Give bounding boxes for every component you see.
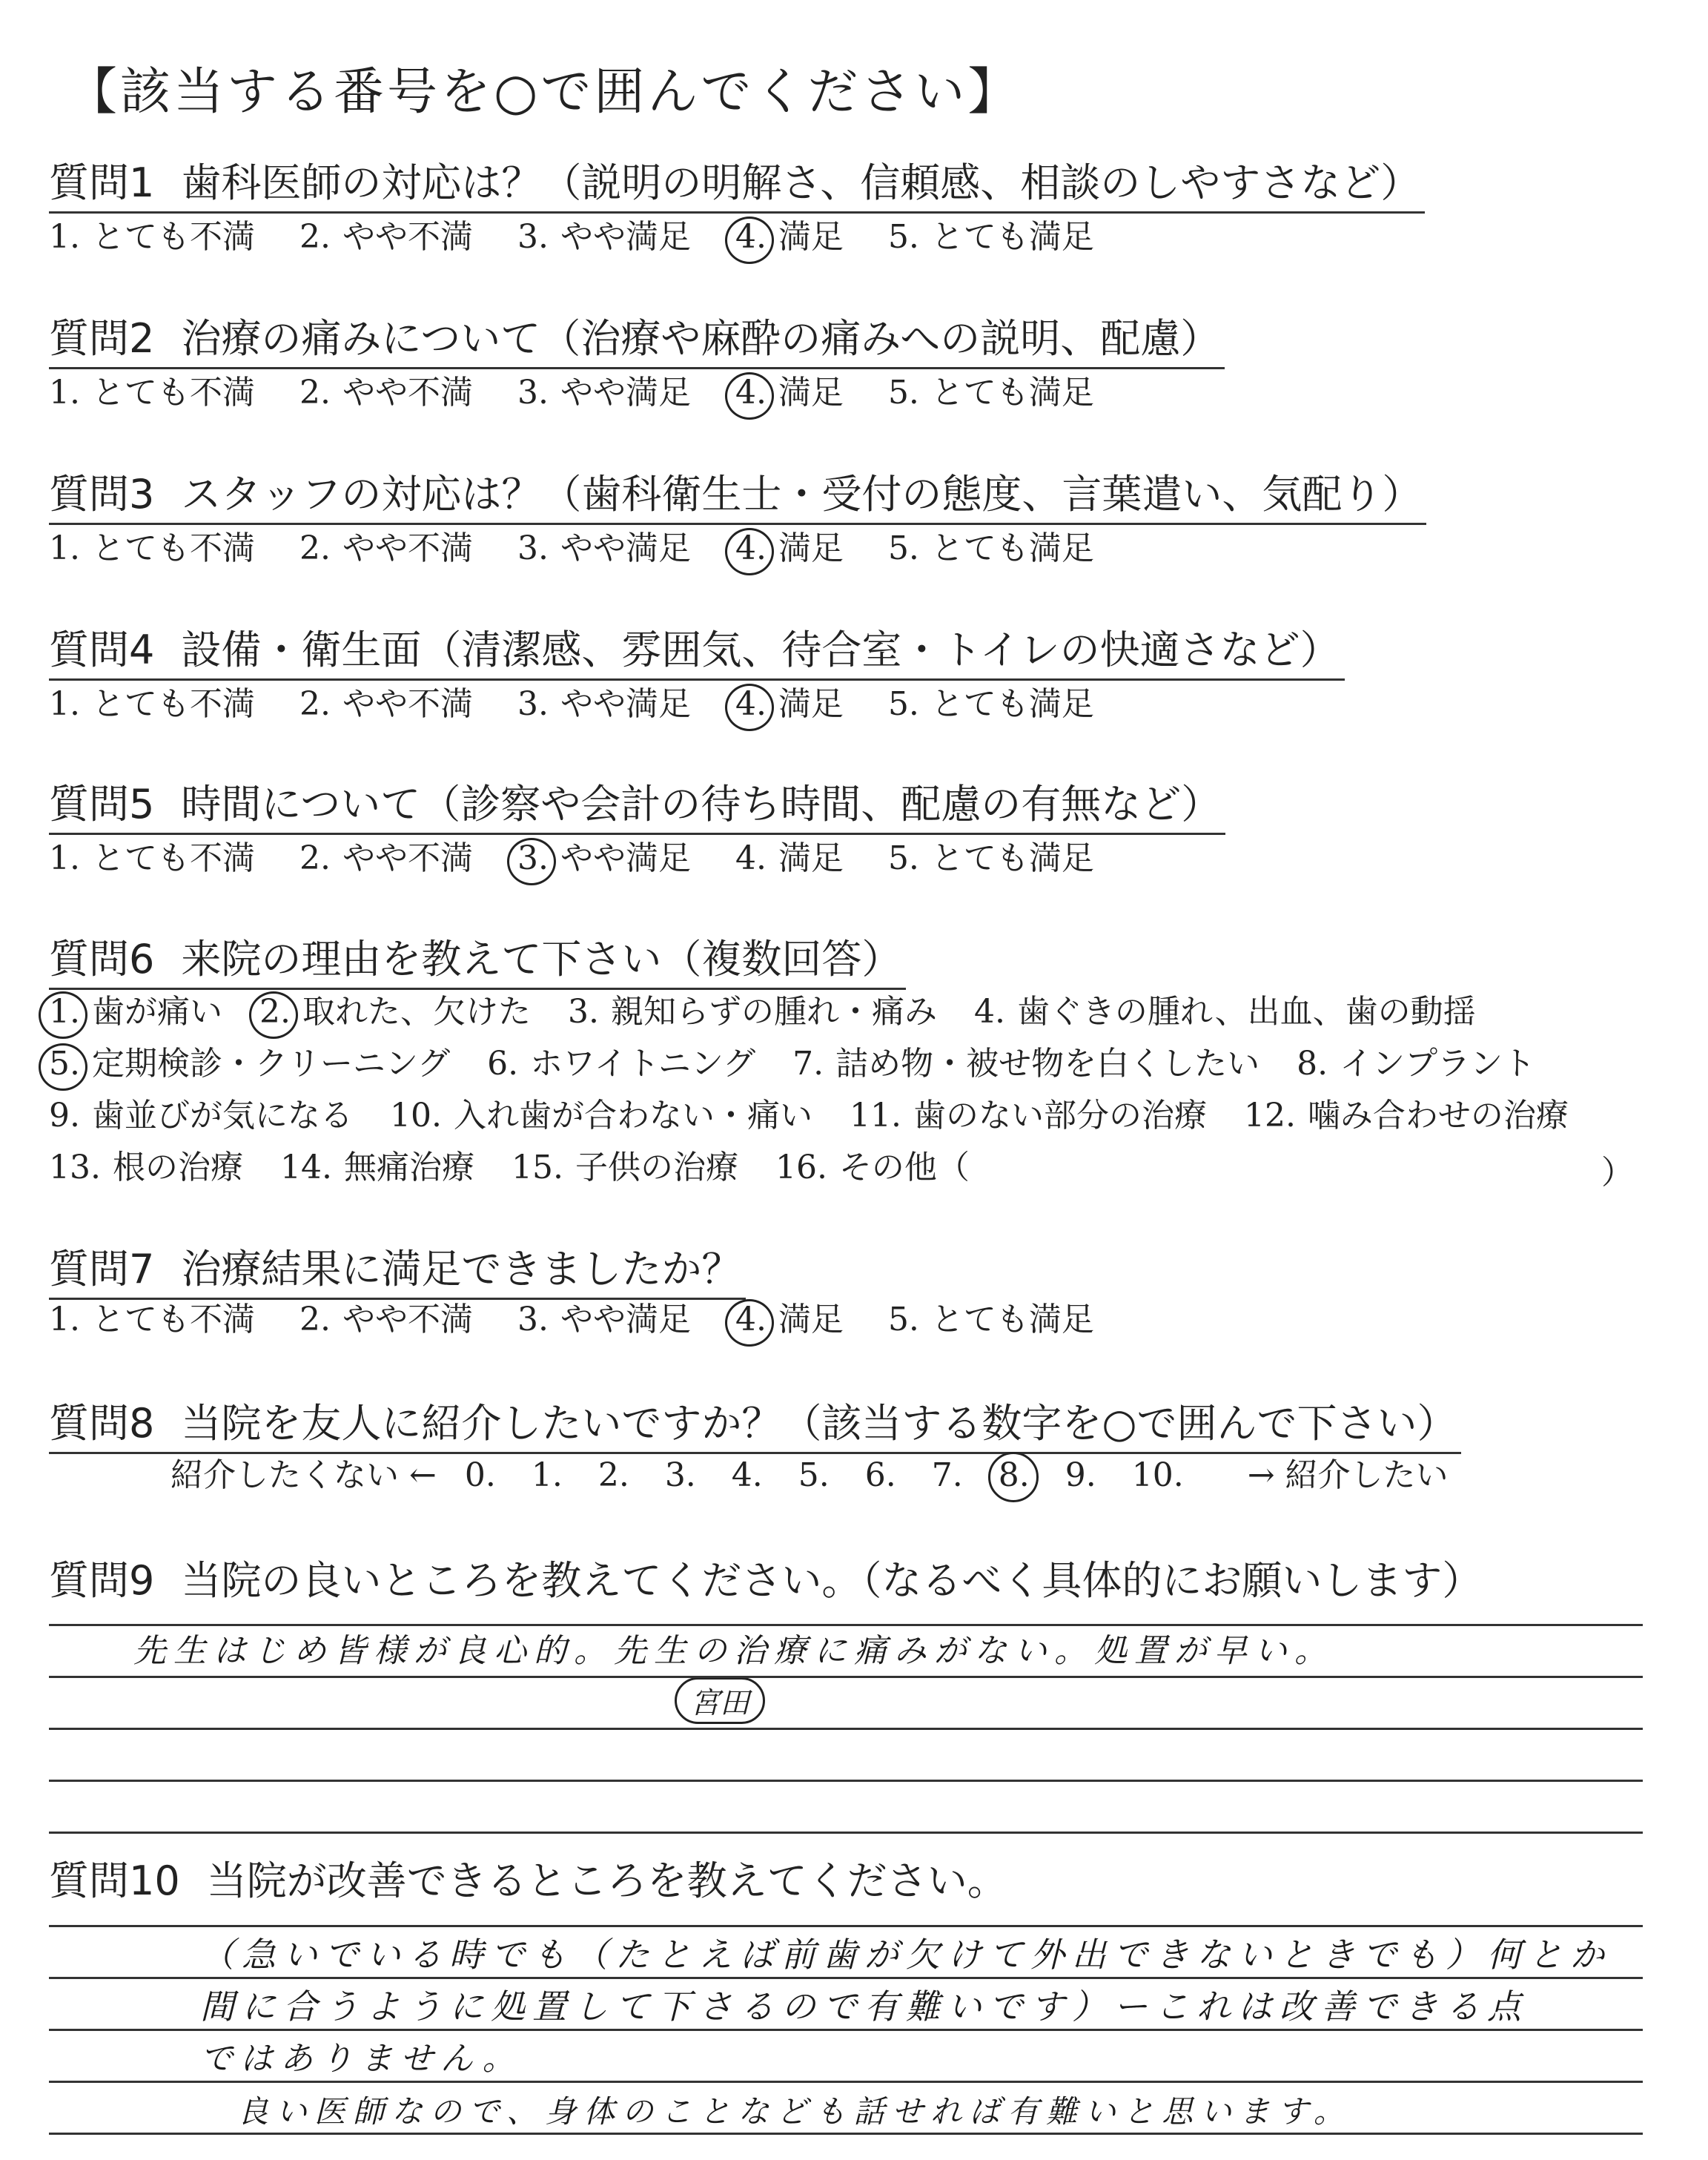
answer-line xyxy=(49,1977,1643,1979)
option-label: 満足 xyxy=(778,374,844,412)
question-4-title xyxy=(49,627,1345,681)
question-3-title xyxy=(49,471,1426,525)
option-number: 5. xyxy=(887,1301,919,1338)
option-number: 12. xyxy=(1243,1097,1296,1135)
question-number: 質問2 xyxy=(49,315,155,362)
reason-option-6[interactable] xyxy=(487,1042,755,1086)
option-5[interactable] xyxy=(888,836,1094,881)
option-label: やや満足 xyxy=(560,839,691,877)
option-2[interactable] xyxy=(299,836,473,881)
option-label: ホワイトニング xyxy=(530,1045,756,1083)
question-number: 質問1 xyxy=(49,159,155,206)
option-label: 満足 xyxy=(778,685,844,723)
option-label: とても満足 xyxy=(930,218,1094,256)
option-label: 定期検診・クリーニング xyxy=(91,1045,451,1083)
option-label: 満足 xyxy=(778,839,844,877)
option-number: 4. xyxy=(735,374,767,412)
option-number: 5. xyxy=(887,529,919,567)
question-text: 来院の理由を教えて下さい（複数回答） xyxy=(181,936,902,982)
option-1[interactable] xyxy=(49,1298,255,1342)
option-3-selected[interactable] xyxy=(517,836,691,881)
option-label: やや満足 xyxy=(560,1301,691,1338)
option-1[interactable] xyxy=(49,215,255,260)
option-label: とても不満 xyxy=(91,685,255,723)
option-number: 7. xyxy=(792,1045,824,1083)
option-label: 歯のない部分の治療 xyxy=(913,1097,1207,1135)
option-1[interactable] xyxy=(49,836,255,881)
option-number: 5. xyxy=(887,685,919,723)
reason-option-3[interactable] xyxy=(568,990,937,1034)
option-label: 子供の治療 xyxy=(575,1149,738,1186)
q10-answer-line-1: （急いでいる時でも（たとえば前歯が欠けて外出できないときでも）何とか xyxy=(200,1935,1612,1975)
option-label: 親知らずの腫れ・痛み xyxy=(610,993,937,1031)
option-number: 3. xyxy=(517,685,549,723)
answer-line xyxy=(49,2133,1643,2135)
question-4-options xyxy=(49,682,1139,727)
option-label: やや満足 xyxy=(560,685,691,723)
option-label: とても不満 xyxy=(91,374,255,412)
option-2[interactable] xyxy=(299,1298,473,1342)
q10-answer-line-2: 間に合うように処置して下さるので有難いです）ーこれは改善できる点 xyxy=(200,1986,1529,2027)
option-number: 3. xyxy=(517,839,549,877)
option-1[interactable] xyxy=(49,682,255,727)
question-5-options xyxy=(49,836,1139,881)
scale-value-5[interactable]: 5. xyxy=(798,1456,830,1494)
option-number: 2. xyxy=(299,374,331,412)
question-number: 質問5 xyxy=(49,781,155,828)
scale-value-3[interactable]: 3. xyxy=(664,1456,696,1494)
question-3-options xyxy=(49,526,1139,571)
q9-answer: 先生はじめ皆様が良心的。先生の治療に痛みがない。処置が早い。 xyxy=(133,1632,1334,1670)
question-number: 質問8 xyxy=(49,1400,155,1447)
question-7-options xyxy=(49,1298,1139,1342)
option-label: とても不満 xyxy=(91,218,255,256)
option-2[interactable] xyxy=(299,526,473,571)
option-number: 4. xyxy=(735,218,767,256)
option-label: とても満足 xyxy=(930,374,1094,412)
option-number: 16. xyxy=(775,1149,827,1186)
option-number: 1. xyxy=(49,374,80,412)
scale-value-0[interactable]: 0. xyxy=(464,1456,496,1494)
question-text: 治療結果に満足できましたか？ xyxy=(181,1246,742,1292)
question-text: 時間について（診察や会計の待ち時間、配慮の有無など） xyxy=(181,781,1222,828)
question-number: 質問9 xyxy=(49,1557,155,1604)
option-label: 根の治療 xyxy=(112,1149,243,1186)
option-number: 2. xyxy=(299,218,331,256)
option-label: インプラント xyxy=(1340,1045,1536,1083)
option-number: 1. xyxy=(49,685,80,723)
option-5[interactable] xyxy=(888,371,1094,415)
reason-option-2-selected[interactable] xyxy=(259,990,531,1034)
question-text: 設備・衛生面（清潔感、雰囲気、待合室・トイレの快適さなど） xyxy=(181,627,1340,673)
option-label: とても満足 xyxy=(930,1301,1094,1338)
option-5[interactable] xyxy=(888,682,1094,727)
option-4-selected[interactable] xyxy=(735,682,844,727)
option-label: とても不満 xyxy=(91,839,255,877)
question-7-title xyxy=(49,1246,746,1300)
scale-right-label: → 紹介したい xyxy=(1247,1456,1449,1494)
option-label: 満足 xyxy=(778,529,844,567)
option-number: 4. xyxy=(973,993,1005,1031)
option-number: 1. xyxy=(49,993,80,1031)
option-label: 噛み合わせの治療 xyxy=(1307,1097,1569,1135)
question-2-options xyxy=(49,371,1139,415)
option-5[interactable] xyxy=(888,1298,1094,1342)
option-number: 1. xyxy=(49,218,80,256)
recommend-scale xyxy=(153,1453,1466,1498)
question-text: 当院を友人に紹介したいですか？（該当する数字を○で囲んで下さい） xyxy=(181,1400,1457,1447)
option-2[interactable] xyxy=(299,215,473,260)
option-label: とても満足 xyxy=(930,839,1094,877)
option-number: 5. xyxy=(887,839,919,877)
reason-option-15[interactable] xyxy=(512,1146,738,1190)
option-label: やや満足 xyxy=(560,529,691,567)
option-label: とても不満 xyxy=(91,1301,255,1338)
reason-option-14[interactable] xyxy=(280,1146,474,1190)
option-number: 13. xyxy=(49,1149,101,1186)
question-text: スタッフの対応は？（歯科衛生士・受付の態度、言葉遣い、気配り） xyxy=(181,471,1423,518)
option-number: 4. xyxy=(735,685,767,723)
option-4-selected[interactable] xyxy=(735,526,844,571)
reason-option-7[interactable] xyxy=(792,1042,1260,1086)
option-label: やや不満 xyxy=(342,839,473,877)
reason-option-16[interactable] xyxy=(775,1146,970,1190)
option-3[interactable] xyxy=(517,215,691,260)
option-number: 10. xyxy=(389,1097,442,1135)
option-1[interactable] xyxy=(49,526,255,571)
reason-row xyxy=(49,990,1513,1034)
reason-option-5-selected[interactable] xyxy=(49,1042,450,1086)
scale-value-8-selected[interactable]: 8. xyxy=(999,1453,1030,1498)
q9-signature: 宮田 xyxy=(675,1677,765,1724)
option-label: やや不満 xyxy=(342,1301,473,1338)
answer-line xyxy=(49,1676,1643,1678)
option-3[interactable] xyxy=(517,1298,691,1342)
option-number: 14. xyxy=(279,1149,332,1186)
question-text: 当院の良いところを教えてください。（なるべく具体的にお願いします） xyxy=(181,1557,1483,1604)
option-number: 15. xyxy=(511,1149,563,1186)
page-header: 【該当する番号を○で囲んでください】 xyxy=(67,63,1022,122)
option-number: 11. xyxy=(849,1097,901,1135)
option-number: 9. xyxy=(49,1097,80,1135)
option-number: 2. xyxy=(299,839,331,877)
option-2[interactable] xyxy=(299,682,473,727)
option-number: 3. xyxy=(567,993,599,1031)
answer-line xyxy=(49,1925,1643,1927)
scale-value-6[interactable]: 6. xyxy=(864,1456,896,1494)
scale-left-label: 紹介したくない ← xyxy=(171,1456,437,1494)
answer-line xyxy=(49,1728,1643,1730)
reason-option-9[interactable] xyxy=(49,1094,353,1138)
option-label: その他（ xyxy=(838,1149,970,1186)
option-3[interactable] xyxy=(517,371,691,415)
question-number: 質問6 xyxy=(49,936,155,982)
option-number: 5. xyxy=(887,374,919,412)
reason-option-8[interactable] xyxy=(1297,1042,1535,1086)
option-4-selected[interactable] xyxy=(735,1298,844,1342)
option-label: 歯並びが気になる xyxy=(91,1097,353,1135)
option-3[interactable] xyxy=(517,682,691,727)
answer-line xyxy=(49,1780,1643,1782)
option-label: 詰め物・被せ物を白くしたい xyxy=(835,1045,1260,1083)
option-label: 無痛治療 xyxy=(343,1149,474,1186)
answer-line xyxy=(49,1832,1643,1834)
reason-option-12[interactable] xyxy=(1244,1094,1569,1138)
option-label: 歯ぐきの腫れ、出血、歯の動揺 xyxy=(1016,993,1476,1031)
option-number: 2. xyxy=(259,993,291,1031)
question-text: 歯科医師の対応は？（説明の明解さ、信頼感、相談のしやすさなど） xyxy=(181,159,1421,206)
option-number: 5. xyxy=(887,218,919,256)
question-1-title xyxy=(49,159,1425,214)
option-number: 1. xyxy=(49,529,80,567)
question-6-title xyxy=(49,936,906,990)
option-label: やや満足 xyxy=(560,374,691,412)
reason-option-11[interactable] xyxy=(850,1094,1207,1138)
question-8-title xyxy=(49,1400,1461,1454)
option-label: やや不満 xyxy=(342,218,473,256)
reason-row xyxy=(49,1042,1572,1086)
option-label: 取れた、欠けた xyxy=(302,993,531,1031)
q10-answer-line-4: 良い医師なので、身体のことなども話せれば有難いと思います。 xyxy=(237,2093,1352,2130)
option-number: 3. xyxy=(517,374,549,412)
answer-line xyxy=(49,2081,1643,2083)
question-10-title xyxy=(49,1857,1012,1909)
scale-value-1[interactable]: 1. xyxy=(531,1456,563,1494)
option-label: 入れ歯が合わない・痛い xyxy=(453,1097,812,1135)
other-close-paren: ） xyxy=(1601,1154,1634,1192)
question-5-title xyxy=(49,781,1225,835)
reason-row xyxy=(49,1146,1007,1190)
option-5[interactable] xyxy=(888,526,1094,571)
question-number: 質問10 xyxy=(49,1857,180,1904)
question-1-options xyxy=(49,215,1139,260)
question-number: 質問7 xyxy=(49,1246,155,1292)
option-1[interactable] xyxy=(49,371,255,415)
option-4[interactable] xyxy=(735,836,844,881)
option-number: 5. xyxy=(49,1045,80,1083)
reason-row xyxy=(49,1094,1606,1138)
reason-option-13[interactable] xyxy=(49,1146,243,1190)
option-number: 3. xyxy=(517,529,549,567)
option-4-selected[interactable] xyxy=(735,215,844,260)
question-number: 質問3 xyxy=(49,471,155,518)
option-label: 満足 xyxy=(778,218,844,256)
scale-value-10[interactable]: 10. xyxy=(1131,1456,1184,1494)
option-label: やや不満 xyxy=(342,685,473,723)
q10-answer-line-3: ではありません。 xyxy=(200,2040,523,2078)
question-9-title xyxy=(49,1557,1486,1609)
question-2-title xyxy=(49,315,1225,369)
scale-value-4[interactable]: 4. xyxy=(731,1456,763,1494)
question-text: 治療の痛みについて（治療や麻酔の痛みへの説明、配慮） xyxy=(181,315,1221,362)
option-number: 2. xyxy=(299,1301,331,1338)
option-number: 1. xyxy=(49,1301,80,1338)
option-5[interactable] xyxy=(888,215,1094,260)
option-label: 歯が痛い xyxy=(91,993,222,1031)
option-number: 1. xyxy=(49,839,80,877)
question-text: 当院が改善できるところを教えてください。 xyxy=(206,1857,1007,1904)
option-2[interactable] xyxy=(299,371,473,415)
option-label: やや不満 xyxy=(342,529,473,567)
option-number: 4. xyxy=(735,529,767,567)
option-number: 8. xyxy=(1297,1045,1328,1083)
question-number: 質問4 xyxy=(49,627,155,673)
option-number: 3. xyxy=(517,218,549,256)
option-4-selected[interactable] xyxy=(735,371,844,415)
option-label: とても満足 xyxy=(930,685,1094,723)
option-number: 4. xyxy=(735,839,767,877)
reason-option-4[interactable] xyxy=(974,990,1476,1034)
option-number: 6. xyxy=(487,1045,519,1083)
option-label: やや不満 xyxy=(342,374,473,412)
option-number: 2. xyxy=(299,529,331,567)
reason-option-1-selected[interactable] xyxy=(49,990,222,1034)
answer-line xyxy=(49,2029,1643,2031)
option-number: 3. xyxy=(517,1301,549,1338)
option-label: とても満足 xyxy=(930,529,1094,567)
option-3[interactable] xyxy=(517,526,691,571)
option-number: 2. xyxy=(299,685,331,723)
option-label: とても不満 xyxy=(91,529,255,567)
option-label: やや満足 xyxy=(560,218,691,256)
option-number: 4. xyxy=(735,1301,767,1338)
reason-option-10[interactable] xyxy=(390,1094,812,1138)
scale-value-7[interactable]: 7. xyxy=(931,1456,963,1494)
scale-value-2[interactable]: 2. xyxy=(598,1456,629,1494)
scale-value-9[interactable]: 9. xyxy=(1065,1456,1096,1494)
option-label: 満足 xyxy=(778,1301,844,1338)
